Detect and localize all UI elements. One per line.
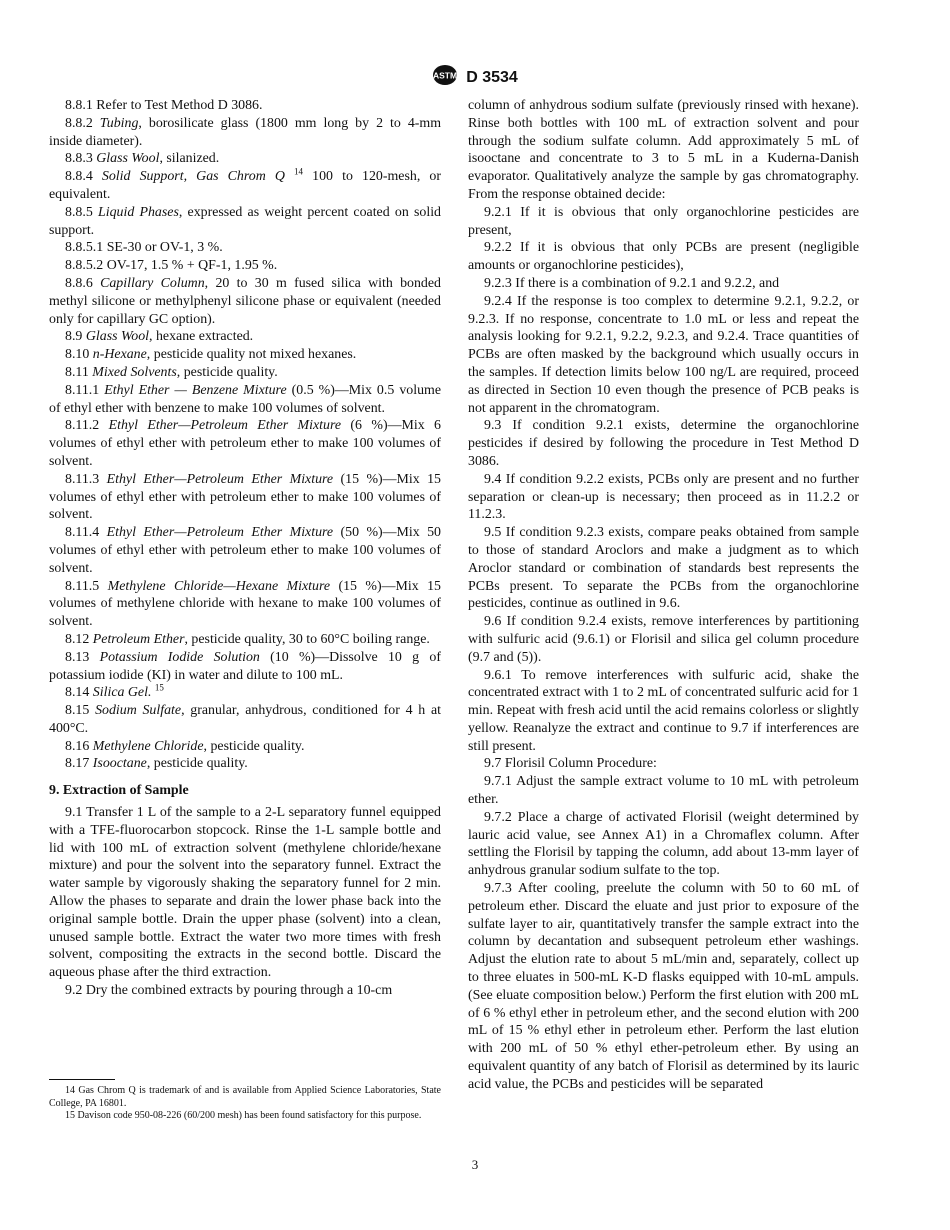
- left-paragraph: [49, 649, 441, 685]
- section-9-paragraphs: [49, 804, 441, 1000]
- right-paragraph: 9.7.2 Place a charge of activated Florisil (weight determined by lauric acid value, see Annex A1) in a Chromaflex column. After settling the Florisil by tapping the column, add about 13-mm layer of anhydrous granular sodium sulfate to the top.: [468, 809, 859, 879]
- right-paragraph: 9.7 Florisil Column Procedure:: [484, 756, 657, 772]
- right-paragraph: 9.6 If condition 9.2.4 exists, remove interferences by partitioning with sulfuric acid (9.6.1) or Florisil and silica gel column procedure (9.7 and (5)).: [468, 614, 859, 665]
- italic-term: Petroleum Ether: [92, 631, 185, 647]
- left-paragraph: [49, 275, 441, 328]
- paragraph-text: (6 %)—Mix 6 volumes of ethyl ether with petroleum ether to make 100 volumes of solvent.: [49, 418, 441, 469]
- italic-term: Glass Wool: [85, 329, 150, 345]
- section-9-paragraph: 9.1 Transfer 1 L of the sample to a 2-L separatory funnel equipped with a TFE-fluorocarbon stopcock. Rinse the 1-L sample bottle and lid with 100 mL of extraction solvent (methylene chloride/hexane mixture) and pour the solvent into the separatory funnel. Extract the water sample by vigorously shaking the separatory funnel for 2 min. Allow the phases to separate and drain the lower phase back into the original sample bottle. Drain the upper phase (solvent) into a clean, unused sample bottle. Extract the water two more times with fresh solvent, compositing the extracts in the second bottle. Discard the aqueous phase after the third extraction.: [49, 805, 441, 981]
- page-number: 3: [471, 1157, 479, 1172]
- footnotes: [49, 1079, 441, 1123]
- right-paragraph: 9.2.2 If it is obvious that only PCBs are present (negligible amounts or organochlorine pesticides),: [468, 240, 859, 274]
- section-9-heading: 9. Extraction of Sample: [49, 783, 189, 799]
- left-paragraph: [49, 346, 441, 364]
- left-paragraph: [49, 578, 441, 631]
- left-paragraph: [49, 702, 441, 738]
- paragraph-text: (50 %)—Mix 50 volumes of ethyl ether with petroleum ether to make 100 volumes of solvent.: [49, 525, 441, 576]
- paragraph-text: , granular, anhydrous, conditioned for 4 h at 400°C.: [49, 703, 441, 736]
- italic-term: Tubing: [99, 115, 139, 131]
- italic-term: Capillary Column: [100, 275, 205, 291]
- paragraph-text: (15 %)—Mix 15 volumes of methylene chloride with hexane to make 100 volumes of solvent.: [49, 578, 441, 630]
- left-paragraph: [49, 684, 441, 702]
- left-paragraph: [49, 257, 441, 275]
- section-number: 8.11: [65, 364, 89, 380]
- italic-term: Liquid Phases: [98, 204, 179, 220]
- paragraph-text: , 20 to 30 m fused silica with bonded methyl silicone or methylphenyl silicone phase or equivalent (needed only for capillary GC option).: [49, 275, 441, 327]
- italic-term: Methylene Chloride: [92, 738, 204, 754]
- italic-term: Silica Gel.: [92, 685, 152, 701]
- paragraph-text: SE-30 or OV-1, 3 %.: [106, 240, 223, 256]
- paragraph-text: 100 to 120-mesh, or equivalent.: [49, 169, 441, 202]
- section-number: 8.13: [65, 649, 90, 665]
- section-number: 8.11.4: [65, 525, 100, 541]
- italic-term: Methylene Chloride—Hexane Mixture: [107, 578, 331, 594]
- right-paragraph: 9.4 If condition 9.2.2 exists, PCBs only are present and no further separation or clean-up is necessary; then proceed as in 11.2.2 or 11.2.3.: [468, 471, 859, 523]
- section-9-paragraph: 9.2 Dry the combined extracts by pouring through a 10-cm: [65, 983, 393, 999]
- section-number: 8.14: [65, 685, 90, 701]
- italic-term: n-Hexane: [92, 347, 147, 363]
- footnote-reference: 15: [154, 682, 164, 693]
- section-number: 8.12: [65, 631, 90, 647]
- section-number: 8.10: [65, 347, 90, 363]
- right-column: [468, 97, 859, 1094]
- section-number: 8.8.2: [65, 115, 93, 131]
- paragraph-text: , pesticide quality not mixed hexanes.: [146, 347, 357, 363]
- section-number: 8.11.5: [65, 578, 100, 594]
- section-number: 8.8.4: [65, 169, 93, 185]
- paragraph-text: , borosilicate glass (1800 mm long by 2 to 4-mm inside diameter).: [49, 115, 441, 149]
- left-column: [49, 97, 441, 1000]
- italic-term: Potassium Iodide Solution: [99, 649, 260, 665]
- left-paragraph: [49, 471, 441, 524]
- left-paragraph: [49, 97, 441, 115]
- paragraph-text: (0.5 %)—Mix 0.5 volume of ethyl ether with benzene to make 100 volumes of solvent.: [49, 382, 441, 416]
- right-paragraph: 9.2.4 If the response is too complex to determine 9.2.1, 9.2.2, or 9.2.3. If no response, concentrate to 1.0 mL or less and repeat the analysis looking for 9.2.1, 9.2.2, 9.2.3, and 9.2.4. Trace quantities of PCBs are often masked by the background which usually occurs in the samples. If detection limits below 100 ng/L are required, proceed as directed in Section 10 even though the presence of PCB peaks is not apparent in the chromatogram.: [468, 293, 859, 416]
- left-paragraph: [49, 364, 441, 382]
- page-header: [0, 64, 950, 91]
- section-number: 8.8.5.2: [65, 258, 104, 274]
- section-number: 8.8.1: [65, 98, 93, 113]
- section-number: 8.8.5: [65, 204, 93, 220]
- section-number: 8.8.5.1: [65, 240, 104, 256]
- footnote: 14 Gas Chrom Q is trademark of and is available from Applied Science Laboratories, State College, PA 16801.: [49, 1085, 441, 1109]
- left-paragraph: [49, 382, 441, 418]
- right-paragraph: column of anhydrous sodium sulfate (previously rinsed with hexane). Rinse both bottles with 100 mL of extraction solvent and pour through the sodium sulfate column. Add approximately 5 mL of isooctane and concentrate to 3 to 5 mL in a Kuderna-Danish evaporator. Qualitatively analyze the sample by gas chromatography. From the response obtained decide:: [468, 98, 859, 202]
- paragraph-text: , pesticide quality.: [146, 756, 248, 772]
- italic-term: Ethyl Ether—Petroleum Ether Mixture: [106, 525, 334, 541]
- section-number: 8.11.1: [65, 382, 100, 398]
- left-paragraph: [49, 204, 441, 240]
- paragraph-text: Refer to Test Method D 3086.: [96, 98, 263, 113]
- right-paragraph: 9.7.1 Adjust the sample extract volume to 10 mL with petroleum ether.: [468, 774, 859, 808]
- italic-term: Mixed Solvents: [92, 364, 177, 380]
- footnote-rule: [49, 1079, 115, 1080]
- left-paragraph: [49, 417, 441, 470]
- section-number: 8.9: [65, 329, 83, 345]
- italic-term: Ethyl Ether—Petroleum Ether Mixture: [106, 471, 334, 487]
- section-number: 8.15: [65, 703, 90, 719]
- italic-term: Isooctane: [92, 756, 147, 772]
- paragraph-text: , expressed as weight percent coated on solid support.: [49, 204, 441, 238]
- paragraph-text: , pesticide quality.: [203, 738, 305, 754]
- section-number: 8.11.3: [65, 471, 100, 487]
- footnote-list: [49, 1085, 441, 1123]
- document-code: D 3534: [466, 68, 518, 86]
- paragraph-text: , pesticide quality.: [176, 364, 278, 380]
- right-paragraph: 9.7.3 After cooling, preelute the column with 50 to 60 mL of petroleum ether. Discard the eluate and just prior to exposure of the sulfate layer to air, quantitatively transfer the sample extract into the column by decantation and subsequent petroleum ether washings. Adjust the elution rate to about 5 mL/min and, separately, collect up to three eluates in 500-mL K-D flasks equipped with 10-mL ampuls. (See eluate composition below.) Perform the first elution with 200 mL of 6 % ethyl ether in petroleum ether, and the second elution with 200 mL of 15 % ethyl ether in petroleum ether. Perform the last elution with 200 mL of 50 % ethyl ether-petroleum ether. By using an equivalent quantity of any batch of Florisil as determined by its lauric acid value, the PCBs and pesticides will be separated: [468, 881, 859, 1092]
- right-paragraph: 9.2.3 If there is a combination of 9.2.1 and 9.2.2, and: [484, 275, 780, 291]
- right-paragraph: 9.6.1 To remove interferences with sulfuric acid, shake the concentrated extract with 1 to 2 mL of concentrated sulfuric acid for 1 min. Repeat with fresh acid until the acid remains colorless or slightly yellow. Reanalyze the extract and continue to 9.7 if interferences are still present.: [468, 667, 859, 754]
- left-paragraph: [49, 115, 441, 151]
- right-paragraph: 9.2.1 If it is obvious that only organochlorine pesticides are present,: [468, 204, 859, 238]
- section-number: 8.8.3: [65, 151, 93, 167]
- paragraph-text: (15 %)—Mix 15 volumes of ethyl ether with petroleum ether to make 100 volumes of solvent.: [49, 471, 441, 523]
- paragraph-text: , hexane extracted.: [149, 329, 254, 345]
- left-paragraph: [49, 524, 441, 577]
- italic-term: Ethyl Ether — Benzene Mixture: [104, 382, 287, 398]
- paragraph-text: , pesticide quality, 30 to 60°C boiling range.: [184, 631, 430, 647]
- section-number: 8.16: [65, 738, 90, 754]
- left-paragraph: [49, 738, 441, 756]
- right-column-items: [468, 97, 859, 1094]
- section-number: 8.11.2: [65, 418, 100, 434]
- astm-logo-icon: [432, 64, 458, 91]
- paragraph-text: OV-17, 1.5 % + QF-1, 1.95 %.: [106, 258, 278, 274]
- left-paragraph: [49, 631, 441, 649]
- left-paragraph: [49, 168, 441, 204]
- paragraph-text: , silanized.: [159, 151, 220, 167]
- italic-term: Glass Wool: [96, 151, 160, 167]
- left-paragraph: [49, 328, 441, 346]
- left-paragraph: [49, 239, 441, 257]
- left-column-items: [49, 97, 441, 773]
- left-paragraph: [49, 150, 441, 168]
- section-number: 8.17: [65, 756, 90, 772]
- paragraph-text: (10 %)—Dissolve 10 g of potassium iodide (KI) in water and dilute to 100 mL.: [49, 649, 441, 683]
- italic-term: Solid Support, Gas Chrom Q: [101, 169, 285, 185]
- footnote: 15 Davison code 950-08-226 (60/200 mesh) has been found satisfactory for this purpose.: [65, 1110, 422, 1121]
- left-paragraph: [49, 755, 441, 773]
- svg-text:ASTM: ASTM: [433, 70, 458, 81]
- right-paragraph: 9.3 If condition 9.2.1 exists, determine the organochlorine pesticides if desired by following the procedure in Test Method D 3086.: [468, 418, 859, 469]
- footnote-reference: 14: [294, 166, 304, 177]
- italic-term: Ethyl Ether—Petroleum Ether Mixture: [108, 418, 342, 434]
- right-paragraph: 9.5 If condition 9.2.3 exists, compare peaks obtained from sample to those of standard Aroclors and make a judgment as to which Aroclor standard or combination of standards best represents the PCBs present. To separate the PCBs from the organochlorine pesticides, continue as outlined in 9.6.: [468, 525, 859, 612]
- italic-term: Sodium Sulfate: [95, 703, 182, 719]
- section-number: 8.8.6: [65, 275, 93, 291]
